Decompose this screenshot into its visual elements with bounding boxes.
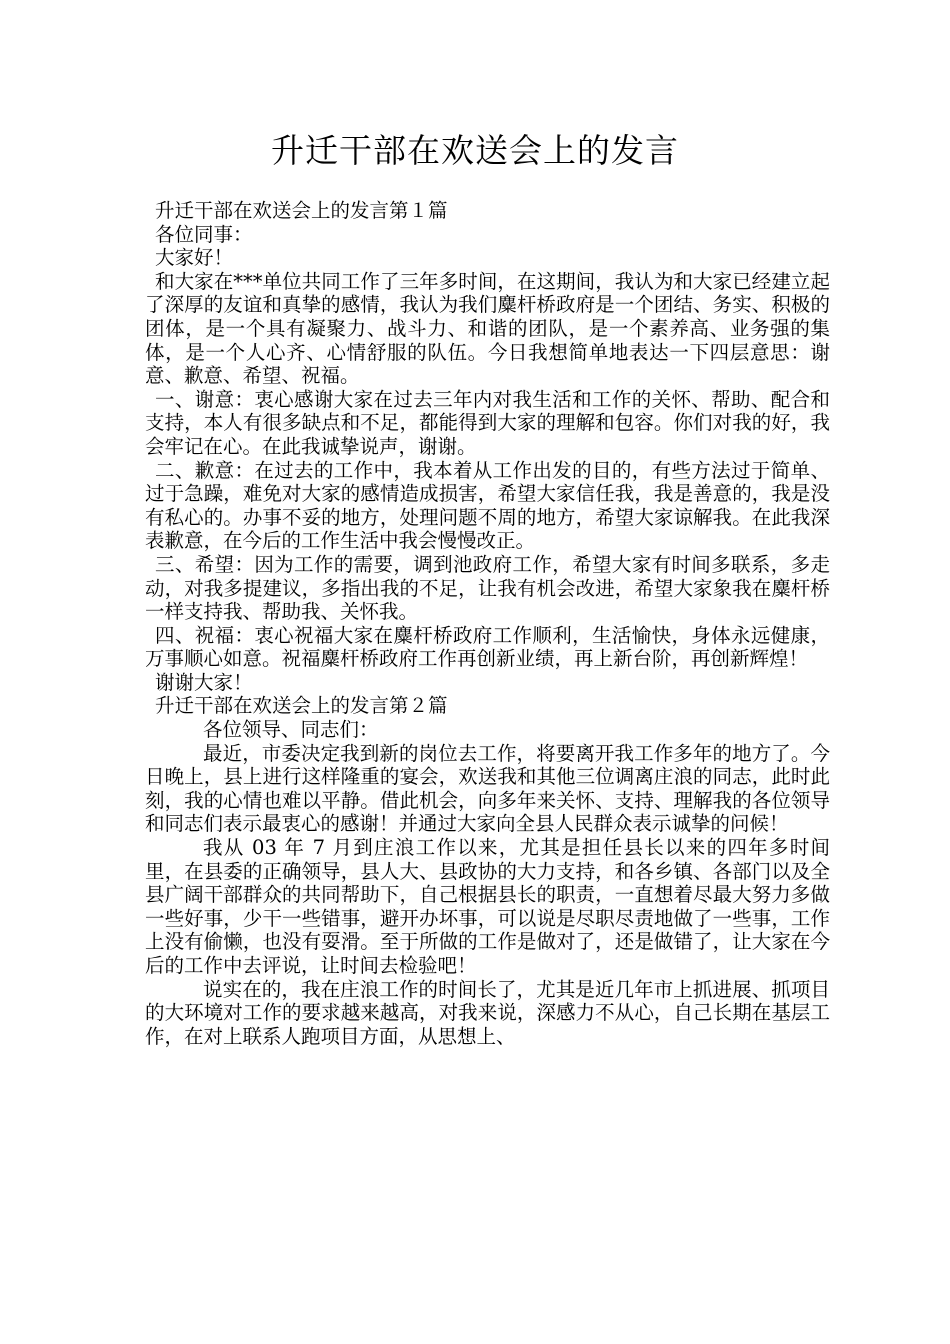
paragraph: 三、希望：因为工作的需要，调到池政府工作，希望大家有时间多联系，多走动，对我多提建议，多指出我的不足，让我有机会改进，希望大家象我在麋杆桥一样支持我、帮助我、关怀我。 xyxy=(145,552,830,624)
paragraph: 大家好！ xyxy=(155,246,234,270)
paragraph: 四、祝福：衷心祝福大家在麋杆桥政府工作顺利，生活愉快，身体永远健康，万事顺心如意。祝福麋杆桥政府工作再创新业绩，再上新台阶，再创新辉煌！ xyxy=(145,623,830,671)
paragraph: 升迁干部在欢送会上的发言第１篇 xyxy=(155,199,448,222)
document-title: 升迁干部在欢送会上的发言 xyxy=(271,131,679,170)
paragraph: 我从 03 年 7 月到庄浪工作以来，尤其是担任县长以来的四年多时间里，在县委的正确领导，县人大、县政协的大力支持，和各乡镇、各部门以及全县广阔干部群众的共同帮助下，自己根据县长的职责，一直想着尽最大努力多做一些好事，少干一些错事，避开办坏事，可以说是尽职尽责地做了一些事，工作上没有偷懒，也没有耍滑。至于所做的工作是做对了，还是做错了，让大家在今后的工作中去评说，让时间去检验吧！ xyxy=(145,836,830,977)
paragraph: 最近，市委决定我到新的岗位去工作，将要离开我工作多年的地方了。今日晚上，县上进行这样隆重的宴会，欢送我和其他三位调离庄浪的同志，此时此刻，我的心情也难以平静。借此机会，向多年来关怀、支持、理解我的各位领导和同志们表示最衷心的感谢！并通过大家向全县人民群众表示诚挚的问候！ xyxy=(145,741,830,836)
document-body xyxy=(145,199,830,1048)
paragraph: 谢谢大家！ xyxy=(155,670,253,694)
section-heading: 升迁干部在欢送会上的发言第２篇 xyxy=(155,694,448,718)
paragraph: 二、歉意：在过去的工作中，我本着从工作出发的目的，有些方法过于简单、过于急躁，难免对大家的感情造成损害，希望大家信任我，我是善意的，我是没有私心的。办事不妥的地方，处理问题不周的地方，希望大家谅解我。在此我深表歉意，在今后的工作生活中我会慢慢改正。 xyxy=(145,458,830,553)
paragraph: 说实在的，我在庄浪工作的时间长了，尤其是近几年市上抓进展、抓项目的大环境对工作的要求越来越高，对我来说，深感力不从心，自己长期在基层工作，在对上联系人跑项目方面，从思想上、 xyxy=(145,977,830,1048)
paragraph: 各位同事： xyxy=(155,222,253,246)
paragraph: 各位领导、同志们： xyxy=(203,718,379,742)
paragraph: 和大家在***单位共同工作了三年多时间，在这期间，我认为和大家已经建立起了深厚的友谊和真挚的感情，我认为我们麋杆桥政府是一个团结、务实、积极的团体，是一个具有凝聚力、战斗力、和谐的团队，是一个素养高、业务强的集体，是一个人心齐、心情舒服的队伍。今日我想简单地表达一下四层意思：谢意、歉意、希望、祝福。 xyxy=(145,269,830,388)
paragraph: 一、谢意：衷心感谢大家在过去三年内对我生活和工作的关怀、帮助、配合和支持，本人有很多缺点和不足，都能得到大家的理解和包容。你们对我的好，我会牢记在心。在此我诚挚说声，谢谢。 xyxy=(145,387,830,458)
